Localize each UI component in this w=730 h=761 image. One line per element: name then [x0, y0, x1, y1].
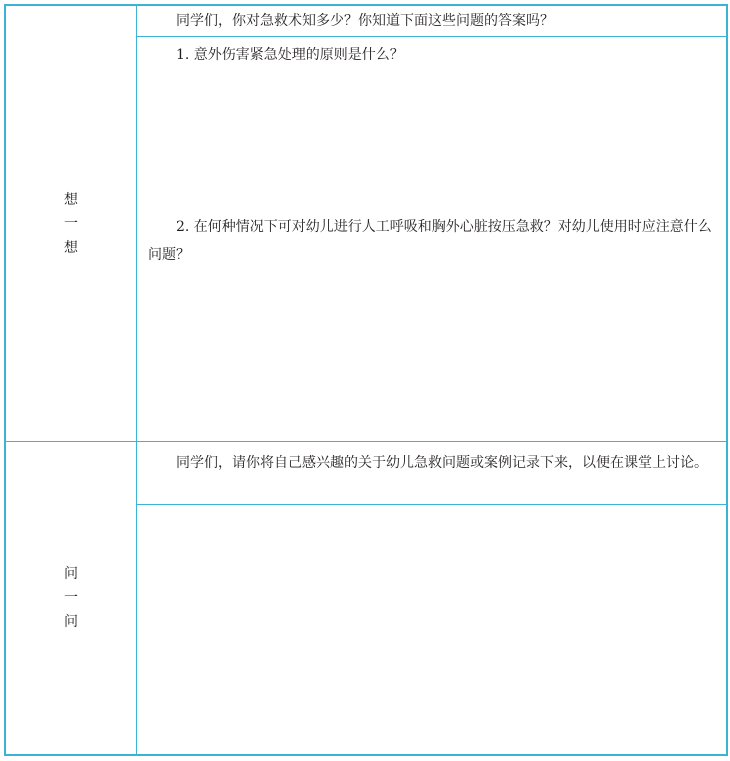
ask-section-label — [6, 442, 136, 754]
think-label-char-1: 想 — [64, 191, 78, 208]
ask-label-char-2: 一 — [64, 590, 78, 606]
think-label-char-2: 一 — [64, 215, 78, 232]
think-intro: 同学们，你对急救术知多少？你知道下面这些问题的答案吗？ — [176, 13, 554, 29]
ask-label-char-3: 问 — [64, 614, 78, 630]
think-section-label — [6, 6, 136, 441]
ask-label-char-1: 问 — [64, 566, 78, 582]
intro-divider — [136, 36, 726, 37]
question-2: 2. 在何种情况下可对幼儿进行人工呼吸和胸外心脏按压急救？对幼儿使用时应注意什么问题？ — [148, 219, 712, 263]
question-1: 1. 意外伤害紧急处理的原则是什么？ — [176, 47, 404, 63]
think-label-char-3: 想 — [64, 239, 78, 256]
answer-area — [137, 505, 726, 754]
worksheet-table — [4, 4, 728, 756]
ask-prompt: 同学们，请你将自己感兴趣的关于幼儿急救问题或案例记录下来，以便在课堂上讨论。 — [176, 455, 708, 471]
